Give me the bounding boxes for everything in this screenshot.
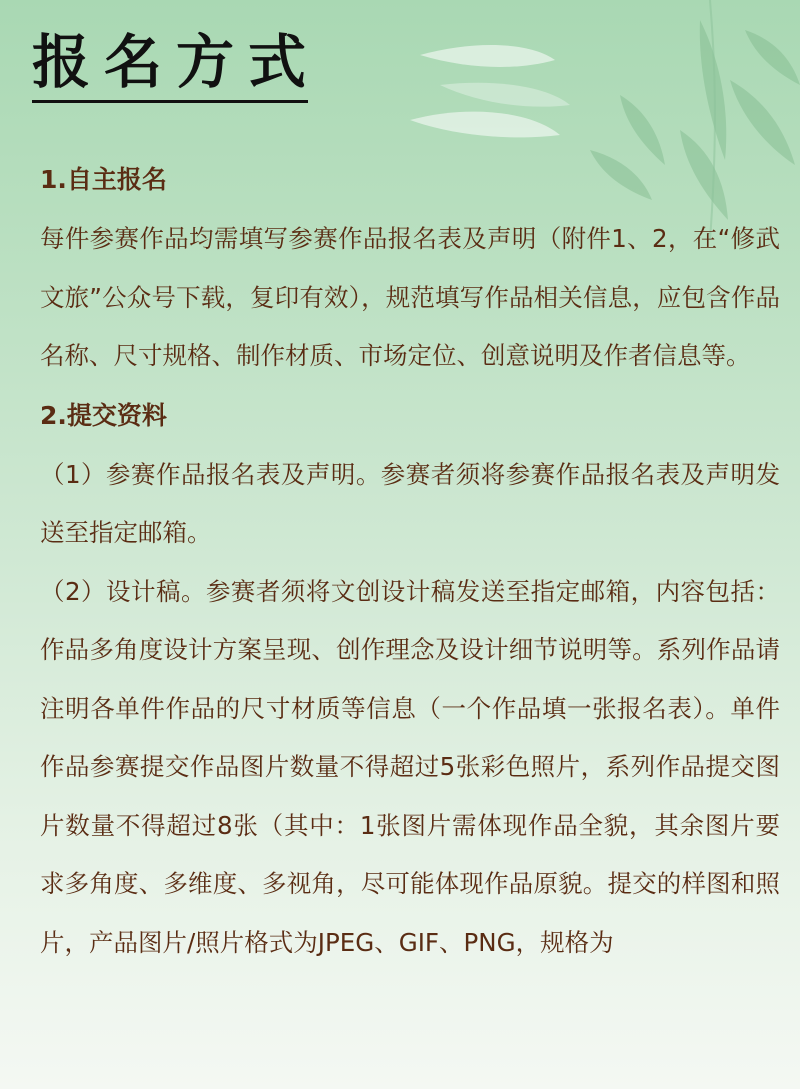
paragraph-self-registration: 每件参赛作品均需填写参赛作品报名表及声明（附件1、2，在“修武文旅”公众号下载，复印有效），规范填写作品相关信息，应包含作品名称、尺寸规格、制作材质、市场定位、创意说明及作者信息等。: [40, 224, 780, 370]
page-title: 报名方式: [32, 28, 321, 96]
section-heading-self-registration: 1.自主报名: [40, 165, 167, 194]
content: [40, 150, 780, 972]
title-underline: [32, 100, 308, 103]
paragraph-design-draft: （2）设计稿。参赛者须将文创设计稿发送至指定邮箱，内容包括：作品多角度设计方案呈现、创作理念及设计细节说明等。系列作品请注明各单件作品的尺寸材质等信息（一个作品填一张报名表）。单件作品参赛提交作品图片数量不得超过5张彩色照片，系列作品提交图片数量不得超过8张（其中：1张图片需体现作品全貌，其余图片要求多角度、多维度、多视角，尽可能体现作品原貌。提交的样图和照片，产品图片/照片格式为JPEG、GIF、PNG，规格为: [40, 576, 780, 957]
section-heading-submit-materials: 2.提交资料: [40, 400, 167, 430]
paragraph-registration-form: （1）参赛作品报名表及声明。参赛者须将参赛作品报名表及声明发送至指定邮箱。: [40, 459, 780, 547]
